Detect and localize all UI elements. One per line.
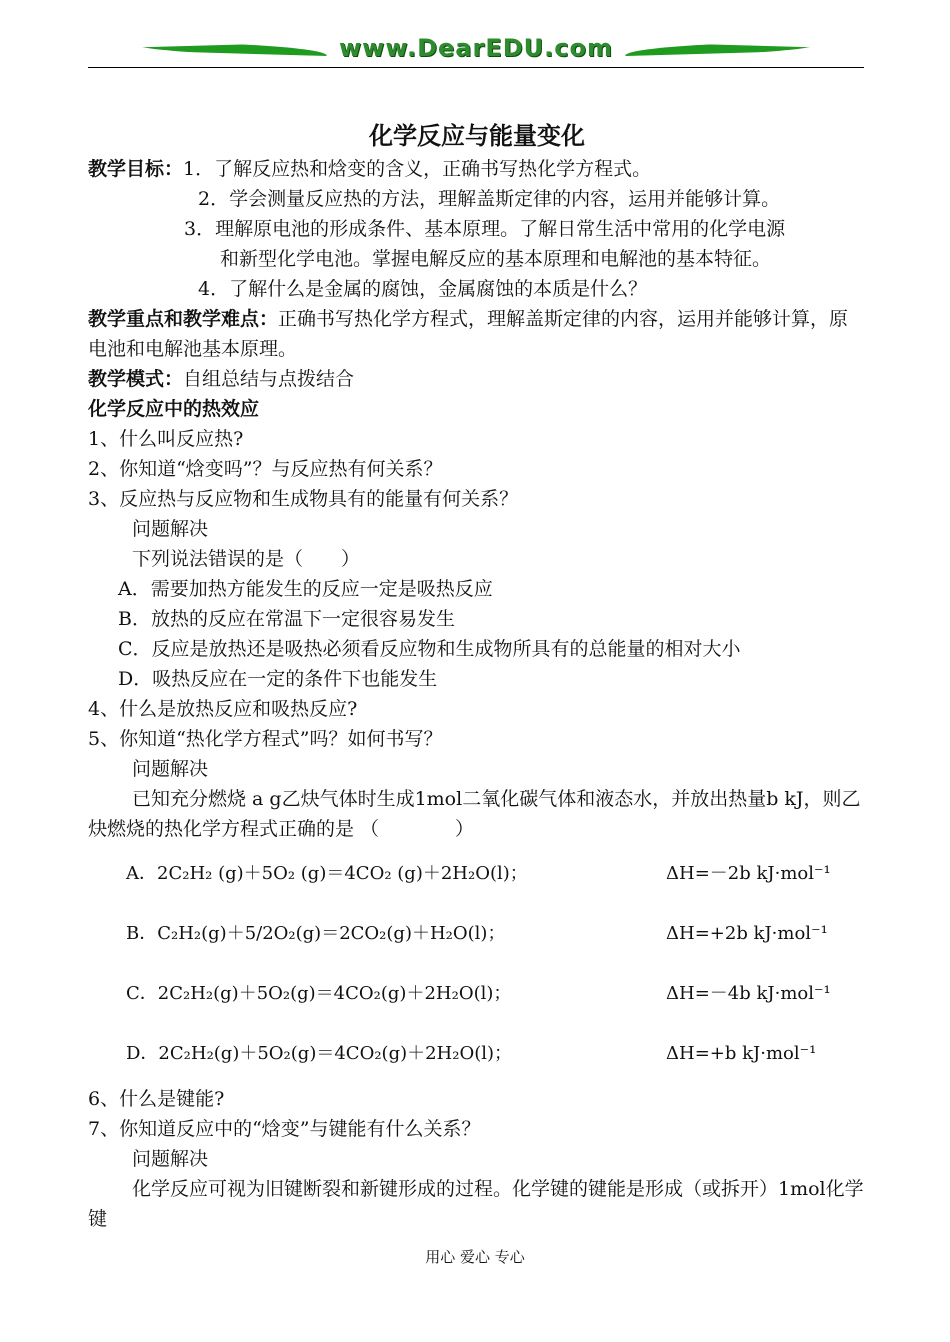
problem-2-option-c: [88, 964, 866, 1024]
problem-2-stem: 已知充分燃烧 a g乙炔气体时生成1mol二氧化碳气体和液态水，并放出热量b kJ，则乙炔燃烧的热化学方程式正确的是 （ ）: [88, 788, 861, 840]
equation: B．C₂H₂(g)＋5/2O₂(g)＝2CO₂(g)＋H₂O(l)；: [126, 923, 506, 944]
key-points: [88, 304, 866, 364]
equation: A．2C₂H₂ (g)＋5O₂ (g)＝4CO₂ (g)＋2H₂O(l)；: [126, 863, 528, 884]
equation: C．2C₂H₂(g)＋5O₂(g)＝4CO₂(g)＋2H₂O(l)；: [126, 983, 512, 1004]
problem-label: 问题解决: [132, 518, 209, 540]
objective-item-continuation: 和新型化学电池。掌握电解反应的基本原理和电解池的基本特征。: [220, 248, 772, 270]
enthalpy-change: ΔH=－4b kJ·mol⁻¹: [666, 983, 831, 1004]
objective-item: 4．了解什么是金属的腐蚀，金属腐蚀的本质是什么？: [198, 278, 648, 300]
question-2: 2、你知道“焓变吗”？与反应热有何关系？: [88, 458, 443, 480]
teaching-mode: [88, 364, 866, 394]
question-4: 4、什么是放热反应和吸热反应?: [88, 698, 358, 720]
question-1: 1、什么叫反应热?: [88, 428, 244, 450]
objective-item: 1．了解反应热和焓变的含义，正确书写热化学方程式。: [183, 158, 652, 180]
question-5: 5、你知道“热化学方程式”吗？如何书写？: [88, 728, 443, 750]
teaching-mode-text: 自组总结与点拨结合: [183, 368, 355, 390]
problem-1-option-d: D．吸热反应在一定的条件下也能发生: [118, 668, 438, 690]
objective-item: 3．理解原电池的形成条件、基本原理。了解日常生活中常用的化学电源: [184, 218, 786, 240]
problem-label: 问题解决: [132, 758, 209, 780]
objective-item: 2．学会测量反应热的方法，理解盖斯定律的内容，运用并能够计算。: [198, 188, 781, 210]
page-footer: 用心 爱心 专心: [425, 1248, 525, 1266]
problem-2-option-b: [88, 904, 866, 964]
enthalpy-change: ΔH=－2b kJ·mol⁻¹: [666, 863, 831, 884]
problem-label: 问题解决: [132, 1148, 209, 1170]
objectives-line-1: [88, 154, 866, 184]
problem-2-option-a: [88, 844, 866, 904]
problem-2-option-d: [88, 1024, 866, 1084]
page-header: [88, 30, 864, 70]
question-3: 3、反应热与反应物和生成物具有的能量有何关系？: [88, 488, 519, 510]
document-body: [88, 118, 866, 1234]
problem-1-option-c: C．反应是放热还是吸热必须看反应物和生成物所具有的总能量的相对大小: [118, 638, 741, 660]
enthalpy-change: ΔH=+2b kJ·mol⁻¹: [666, 923, 828, 944]
problem-1-option-b: B．放热的反应在常温下一定很容易发生: [118, 608, 455, 630]
enthalpy-change: ΔH=+b kJ·mol⁻¹: [666, 1043, 817, 1064]
equation: D．2C₂H₂(g)＋5O₂(g)＝4CO₂(g)＋2H₂O(l)；: [126, 1043, 513, 1064]
objectives-label: 教学目标：: [88, 158, 184, 180]
teaching-mode-label: 教学模式：: [88, 368, 184, 390]
section-title: 化学反应中的热效应: [88, 398, 260, 420]
problem-1-stem: 下列说法错误的是（ ）: [132, 548, 361, 570]
key-points-text: 正确书写热化学方程式，理解盖斯定律的内容，运用并能够计算，原电池和电解池基本原理。: [88, 308, 849, 360]
question-6: 6、什么是键能?: [88, 1088, 225, 1110]
problem-1-option-a: A．需要加热方能发生的反应一定是吸热反应: [118, 578, 493, 600]
question-7: 7、你知道反应中的“焓变”与键能有什么关系？: [88, 1118, 481, 1140]
site-logo[interactable]: www.DearEDU.com: [339, 34, 613, 62]
header-rule: [88, 67, 864, 68]
page-title: 化学反应与能量变化: [369, 121, 585, 150]
key-points-label: 教学重点和教学难点：: [88, 308, 279, 330]
problem-3-text: 化学反应可视为旧键断裂和新键形成的过程。化学键的键能是形成（或拆开）1mol化学键: [88, 1178, 864, 1230]
